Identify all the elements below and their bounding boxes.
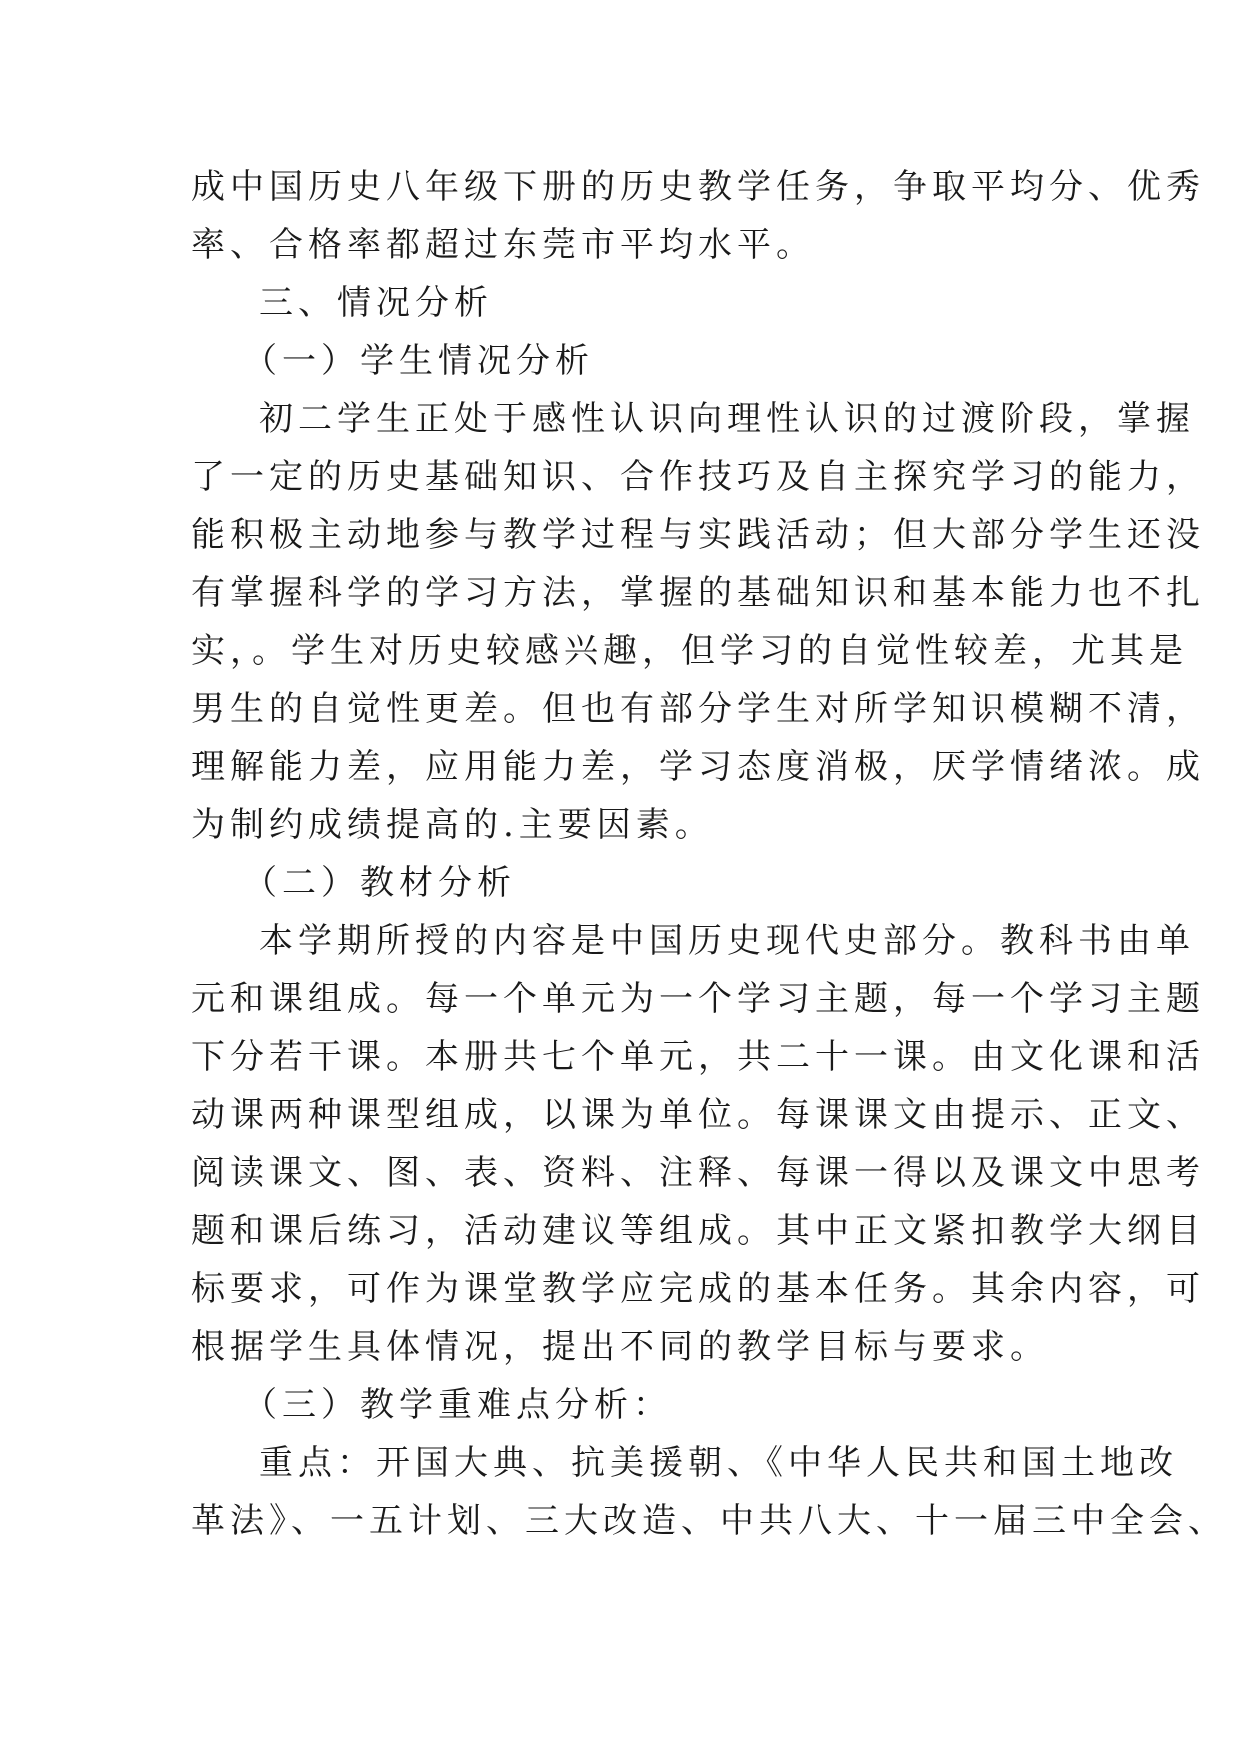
text-line: 重点：开国大典、抗美援朝、《中华人民共和国土地改 xyxy=(259,1443,1178,1483)
text-line: 为制约成绩提高的.主要因素。 xyxy=(191,805,714,845)
text-line: 革法》、一五计划、三大改造、中共八大、十一届三中全会、 xyxy=(191,1501,1227,1541)
text-line: 本学期所授的内容是中国历史现代史部分。教科书由单 xyxy=(259,921,1195,961)
text-line: 成中国历史八年级下册的历史教学任务，争取平均分、优秀 xyxy=(191,167,1205,207)
text-line: 了一定的历史基础知识、合作技巧及自主探究学习的能力， xyxy=(191,457,1205,497)
subsection-heading: （三）教学重难点分析： xyxy=(243,1385,672,1425)
subsection-heading: （二）教材分析 xyxy=(243,863,516,903)
text-line: 率、合格率都超过东莞市平均水平。 xyxy=(191,225,815,265)
text-line: 动课两种课型组成，以课为单位。每课课文由提示、正文、 xyxy=(191,1095,1205,1135)
text-line: 实，。学生对历史较感兴趣，但学习的自觉性较差，尤其是 xyxy=(191,631,1188,671)
text-line: 有掌握科学的学习方法，掌握的基础知识和基本能力也不扎 xyxy=(191,573,1205,613)
text-line: 理解能力差，应用能力差，学习态度消极，厌学情绪浓。成 xyxy=(191,747,1205,787)
subsection-heading: （一）学生情况分析 xyxy=(243,341,594,381)
text-line: 标要求，可作为课堂教学应完成的基本任务。其余内容，可 xyxy=(191,1269,1205,1309)
text-line: 下分若干课。本册共七个单元，共二十一课。由文化课和活 xyxy=(191,1037,1205,1077)
text-line: 题和课后练习，活动建议等组成。其中正文紧扣教学大纲目 xyxy=(191,1211,1205,1251)
document-body xyxy=(191,158,1227,1550)
text-line: 根据学生具体情况，提出不同的教学目标与要求。 xyxy=(191,1327,1049,1367)
text-line: 初二学生正处于感性认识向理性认识的过渡阶段，掌握 xyxy=(259,399,1195,439)
text-line: 阅读课文、图、表、资料、注释、每课一得以及课文中思考 xyxy=(191,1153,1205,1193)
text-line: 能积极主动地参与教学过程与实践活动；但大部分学生还没 xyxy=(191,515,1205,555)
section-heading: 三、情况分析 xyxy=(259,283,493,323)
text-line: 男生的自觉性更差。但也有部分学生对所学知识模糊不清， xyxy=(191,689,1205,729)
text-line: 元和课组成。每一个单元为一个学习主题，每一个学习主题 xyxy=(191,979,1205,1019)
